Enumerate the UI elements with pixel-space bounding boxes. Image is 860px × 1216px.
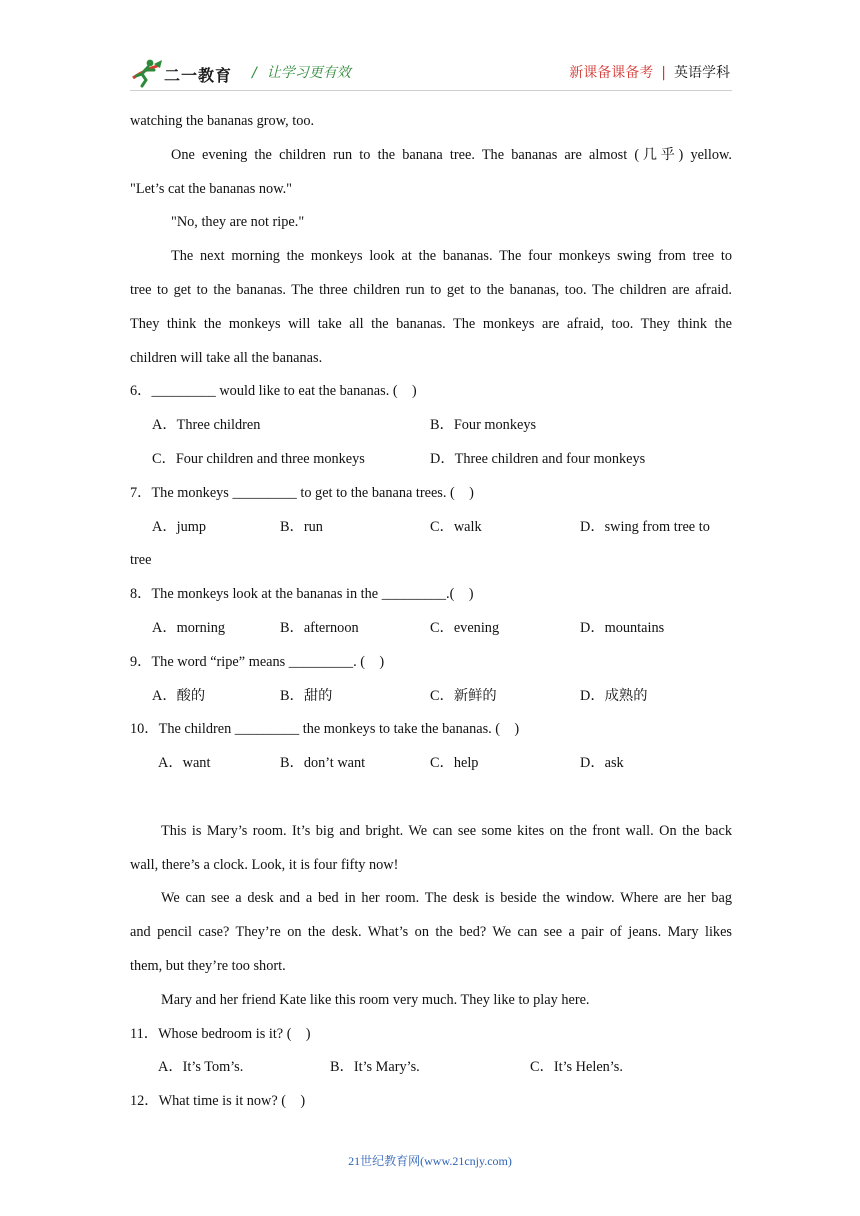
options-row [130, 443, 732, 477]
paragraph-line: Mary and her friend Kate like this room very much. They like to play here. [161, 991, 590, 1008]
logo [130, 56, 240, 88]
option-d: D．swing from tree to [580, 518, 710, 535]
option-a: A．morning [152, 619, 226, 636]
options-row [130, 747, 732, 781]
option-b: B．Four monkeys [430, 417, 537, 434]
paragraph-line: "No, they are not ripe." [171, 214, 305, 231]
section-gap [130, 781, 732, 815]
header-right [569, 62, 730, 82]
paragraph-line: "Let’s cat the bananas now." [130, 180, 292, 197]
option-a: A．want [158, 755, 211, 772]
logo-text: 二一教育 [164, 66, 233, 85]
option-a: A．酸的 [152, 687, 206, 704]
question-stem: 9．The word “ripe” means _________. ( ) [130, 653, 385, 670]
question-stem: 12．What time is it now? ( ) [130, 1093, 306, 1110]
paragraph-line: This is Mary’s room. It’s big and bright. We can see some kites on the front wall. On the back [161, 822, 732, 839]
options-row [130, 680, 732, 714]
page-header [130, 56, 730, 90]
option-c: C．help [430, 755, 479, 772]
paragraph-line: One evening the children run to the banana tree. The bananas are almost (几乎) yellow. [171, 146, 732, 163]
option-c: C．新鲜的 [430, 687, 497, 704]
options-row [130, 511, 732, 545]
paragraph-line: wall, there’s a clock. Look, it is four fifty now! [130, 856, 399, 873]
paragraph-line: children will take all the bananas. [130, 349, 323, 366]
option-c: C．Four children and three monkeys [152, 450, 365, 467]
runner-logo-icon [130, 56, 164, 88]
option-b: B．It’s Mary’s. [330, 1059, 420, 1076]
option-a: A．It’s Tom’s. [158, 1059, 244, 1076]
options-row [130, 1051, 732, 1085]
paragraph-line: and pencil case? They’re on the desk. What’s on the bed? We can see a pair of jeans. Mary likes [130, 924, 732, 941]
option-b: B．don’t want [280, 755, 366, 772]
paragraph-line: They think the monkeys will take all the bananas. The monkeys are afraid, too. They think the [130, 315, 732, 332]
option-d: D．mountains [580, 619, 665, 636]
question-stem: 7．The monkeys _________ to get to the banana trees. ( ) [130, 484, 474, 501]
paragraph-line: them, but they’re too short. [130, 957, 286, 974]
question-stem: 11．Whose bedroom is it? ( ) [130, 1025, 311, 1042]
option-d: D．成熟的 [580, 687, 648, 704]
option-b: B．run [280, 518, 323, 535]
paragraph-line: The next morning the monkeys look at the bananas. The four monkeys swing from tree to [171, 248, 732, 265]
option-c: C．walk [430, 518, 482, 535]
option-c: C．It’s Helen’s. [530, 1059, 623, 1076]
option-b: B．afternoon [280, 619, 359, 636]
option-b: B．甜的 [280, 687, 333, 704]
header-rule [130, 90, 732, 91]
question-stem: 8．The monkeys look at the bananas in the _________.( ) [130, 586, 474, 603]
paragraph-line: We can see a desk and a bed in her room. The desk is beside the window. Where are her bag [161, 890, 732, 907]
header-course-label: 新课备课备考 [569, 65, 654, 81]
option-wrap: tree [130, 552, 152, 569]
option-a: A．Three children [152, 417, 261, 434]
options-row [130, 409, 732, 443]
slogan-divider: / [252, 65, 257, 81]
page-footer: 21世纪教育网(www.21cnjy.com) [348, 1154, 512, 1168]
paragraph-line: watching the bananas grow, too. [130, 113, 315, 129]
slogan-text: 让学习更有效 [266, 65, 351, 81]
header-divider: | [661, 65, 666, 81]
option-d: D．Three children and four monkeys [430, 450, 646, 467]
slogan [252, 62, 351, 82]
option-c: C．evening [430, 619, 500, 636]
question-stem: 10．The children _________ the monkeys to take the bananas. ( ) [130, 721, 520, 738]
page-content [130, 105, 732, 1119]
options-row [130, 612, 732, 646]
header-subject: 英语学科 [674, 65, 730, 81]
option-a: A．jump [152, 518, 207, 535]
option-d: D．ask [580, 755, 624, 772]
paragraph-line: tree to get to the bananas. The three children run to get to the bananas, too. The children are afraid. [130, 281, 732, 298]
question-stem: 6．_________ would like to eat the bananas. ( ) [130, 383, 417, 400]
